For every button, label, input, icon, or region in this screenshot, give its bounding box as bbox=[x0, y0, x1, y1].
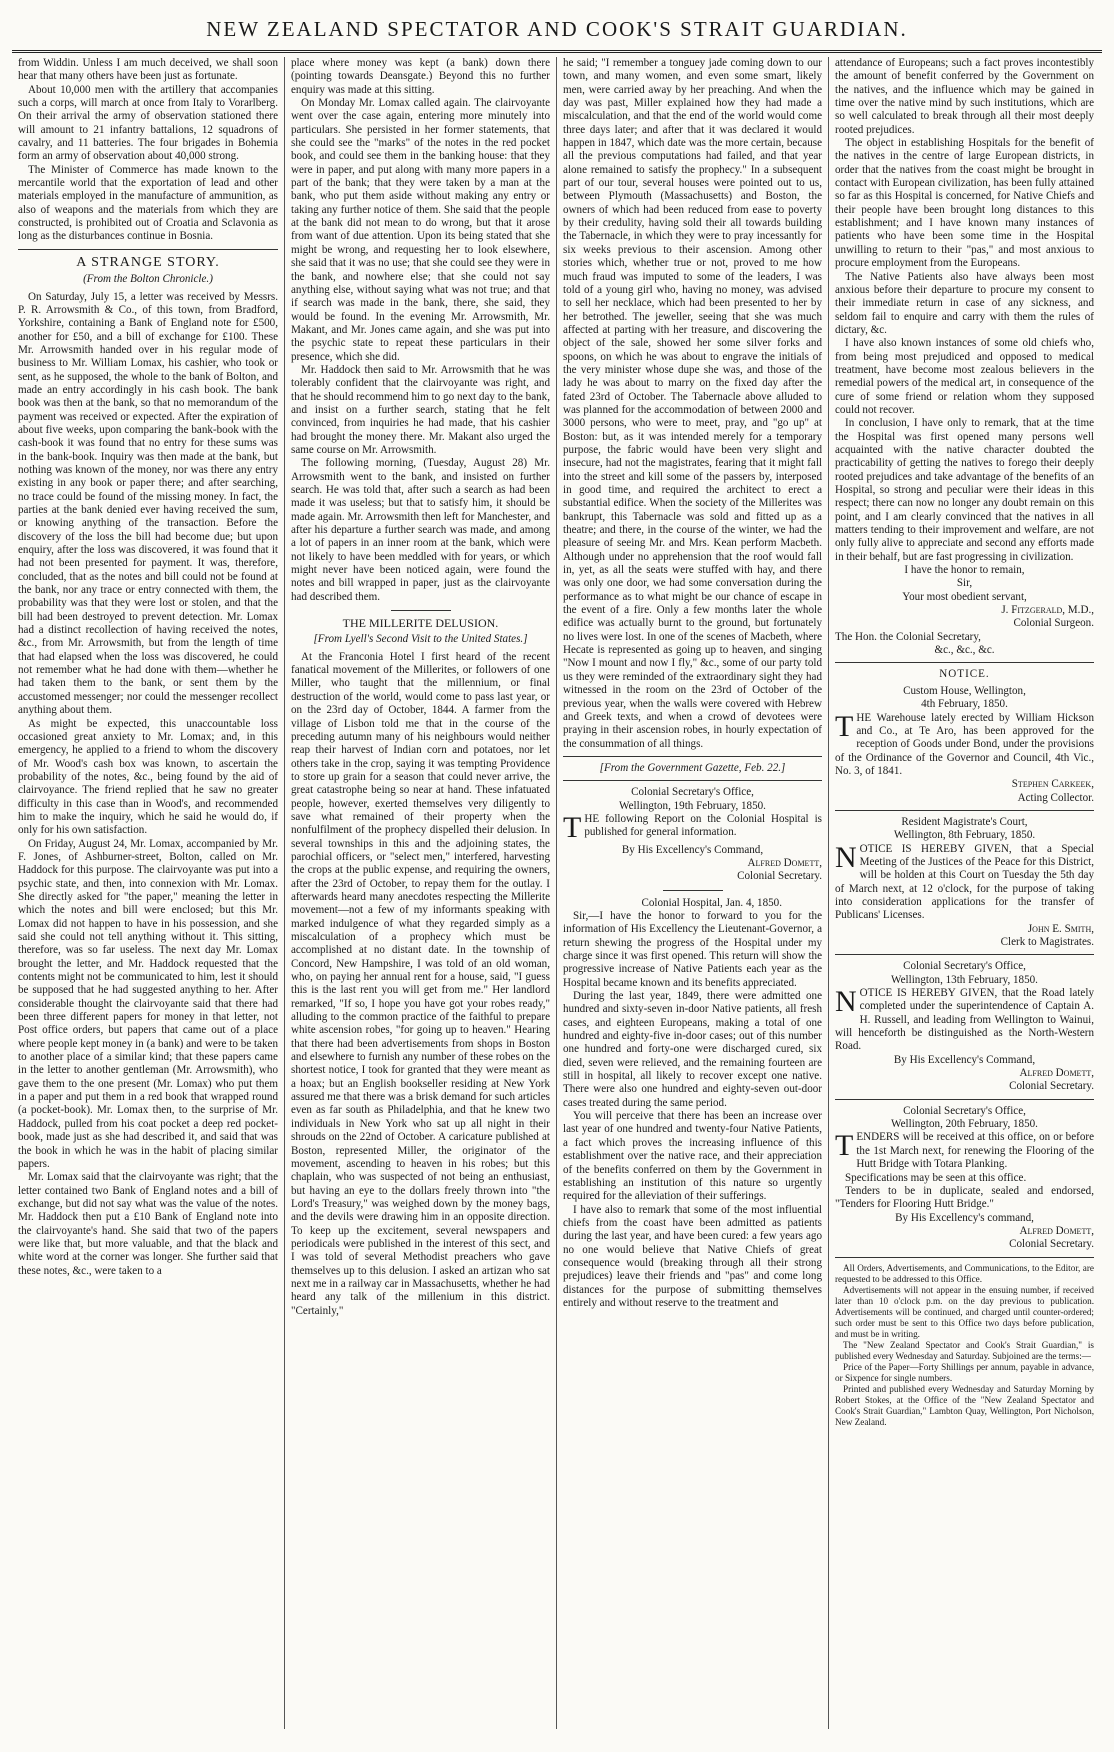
article-source: [From Lyell's Second Visit to the United States.] bbox=[313, 633, 528, 646]
divider bbox=[391, 610, 451, 611]
notice-text: HE following Report on the Colonial Hospital is published for general information. bbox=[584, 812, 822, 839]
column-3 bbox=[556, 57, 828, 1729]
drop-cap: T bbox=[563, 810, 582, 844]
divider bbox=[835, 954, 1094, 955]
office-heading: Resident Magistrate's Court, bbox=[901, 815, 1028, 828]
footnote-line: Price of the Paper—Forty Shillings per annum, payable in advance, or Sixpence for single numbers. bbox=[835, 1361, 1094, 1383]
office-heading: Colonial Secretary's Office, bbox=[631, 786, 754, 799]
divider bbox=[835, 662, 1094, 663]
article-headline: THE MILLERITE DELUSION. bbox=[342, 616, 499, 631]
office-heading: Colonial Secretary's Office, bbox=[903, 960, 1026, 973]
paragraph: The object in establishing Hospitals for the benefit of the natives in the centre of large European districts, in order that the natives from the coast might be brought in contact with European civilization, has been fully attained so far as this Hospital is concerned, for Native Chiefs and their people have been brought long distances to this establishment; and I have known many instances of patients who have been some time in the Hospital unwilling to return to their "pas," and most anxious to procure employment from the Europeans. bbox=[835, 137, 1094, 270]
drop-cap: N bbox=[835, 985, 857, 1019]
paragraph: The Minister of Commerce has made known to the mercantile world that the exportation of lead and other materials employed in the manufacture of ammunition, as also of weapons and the materials from which they are constructed, is prohibited out of Croatia and Sclavonia as long as the disturbances continue in Bosnia. bbox=[18, 163, 278, 243]
masthead-title: NEW ZEALAND SPECTATOR AND COOK'S STRAIT GUARDIAN. bbox=[206, 17, 908, 41]
signature-title: Colonial Secretary. bbox=[737, 870, 822, 883]
paragraph: from Widdin. Unless I am much deceived, we shall soon hear that many others have been just as fortunate. bbox=[18, 57, 278, 83]
paragraph: Mr. Lomax said that the clairvoyante was right; that the letter contained two Bank of England notes and a bill of exchange, but did not say what was the value of the notes. Mr. Haddock then put a £10 Bank of England note into the clairvoyante's hand. She said that two of the papers were like that, but more valuable, and that the black and white word at the corner was longer. She further said that these notes, &c., were taken to a bbox=[18, 1171, 278, 1277]
addressee: The Hon. the Colonial Secretary, bbox=[835, 630, 981, 643]
gazette-source: [From the Government Gazette, Feb. 22.] bbox=[599, 761, 786, 774]
paragraph: On Saturday, July 15, a letter was received by Messrs. P. R. Arrowsmith & Co., of this town, from Bradford, Yorkshire, containing a Bank of England note for £500, another for £50, and a bill of exchange for £100. These Mr. Arrowsmith handed over in his regular mode of business to Mr. William Lomax, his cashier, who took or sent, as he supposed, the whole to the bank of Bolton, and made an entry accordingly in his cash book. The bank book was then at the bank, so that no memorandum of the payment was received or expected. After the expiration of about five weeks, upon comparing the bank-book with the cash-book it was found that no entry for these sums was in the bank-book. Inquiry was then made at the bank, but nothing was known of the money, nor was there any entry existing in any book or paper there; and after searching, no trace could be found of the missing money. In fact, the parties at the bank denied ever having received the sum, or knowing anything of the transaction. Before the discovery of the loss the bill had become due; but upon enquiry, after the loss was discovered, it was found that it had not been presented for payment. It was, therefore, concluded, that as the notes and bill could not be found at the bank, nor any trace or entry connected with them, the probability was that they were lost or stolen, and that the bill had been destroyed to prevent detection. Mr. Lomax had a distinct recollection of having received the notes, &c., from Mr. Arrowsmith, but from the length of time that had elapsed when the loss was discovered, he could not remember what he had done with them—whether he had taken them to the bank, or sent them by the accustomed messenger; nor could the messenger recollect anything about them. bbox=[18, 290, 278, 717]
notice-text: OTICE IS HEREBY GIVEN, that the Road lately completed under the superintendence of Captain A. H. Russell, and leading from Wellington to Wainui, will henceforth be distinguished as the North-Western Road. bbox=[835, 987, 1094, 1053]
paragraph: The Native Patients also have always been most anxious before their departure to procure my consent to their immediate return in case of any sickness, and seldom fail to enquire and carry with them the rules of dictary, &c. bbox=[835, 270, 1094, 336]
publication-notice bbox=[835, 1263, 1094, 1428]
divider bbox=[663, 890, 723, 891]
paragraph: On Friday, August 24, Mr. Lomax, accompanied by Mr. F. Jones, of Ashburner-street, Bolton, called on Mr. Haddock for this purpose. The clairvoyante was put into a psychic state, and then, into connexion with Mr. Lomax. She directly asked for "the paper," meaning the letter in which the notes and bill were enclosed; but this Mr. Lomax did not happen to have in his possession, and she said she could not tell anything without it. This sitting, therefore, was so far useless. The next day Mr. Lomax brought the letter, and Mr. Haddock requested that the contents might not be communicated to him, lest it should be supposed that he had suggested anything to her. After considerable thought the clairvoyante said that there had been three different papers for money in that letter, not Post office orders, but papers that came out of a place where people kept money in (a bank) and were to be taken to another place of a similar kind; that these papers came in the letter to another gentleman (Mr. Arrowsmith), who gave them to the one present (Mr. Lomax) who put them in a paper and put them in a red book that wrapped round (a pocket-book). Mr. Lomax then, to the surprise of Mr. Haddock, pulled from his coat pocket a deep red pocket-book, made just as she had described it, and said that was the book in which he was in the habit of placing similar papers. bbox=[18, 837, 278, 1170]
paragraph: he said; "I remember a tonguey jade coming down to our town, and many women, and even some smart, likely men, were carried away by her preaching. And when the day was past, Miller explained how they had made a miscalculation, and that the end of the world would come three days later; and after that it was declared it would happen in 1847, which date was the more certain, because all the previous computations had failed, and that year alone remained to satisfy the prophecy." In a subsequent part of our tour, several houses were pointed out to us, between Plymouth (Massachusetts) and Boston, the owners of which had been reduced from ease to poverty by their credulity, having sold their all towards building the Tabernacle, in which they were to pray incessantly for six weeks previous to their ascension. Among other stories which, whether true or not, proved to me how much fraud was imputed to some of the leaders, I was told of a young girl who, having no money, was advised to sell her necklace, which had been presented to her by her betrothed. The jeweller, seeing that she was much affected at parting with her treasure, and discovering the object of the sale, showed her some silver forks and spoons, on which he was about to engrave the initials of the very minister whose dupe she was, and those of the lady he was about to marry on the fixed day after the fated 23rd of October. The Tabernacle above alluded to was planned for the accommodation of between 2000 and 3000 persons, who were to meet, pray, and "go up" at Boston: but, as it was intended merely for a temporary purpose, the fabric would have been very slight and insecure, had not the magistrates, fearing that it might fall into the street and kill some of the passers by, interposed in good time, and required the architect to erect a substantial edifice. When the society of the Millerites was bankrupt, this Tabernacle was sold and fitted up as a theatre; and there, in the course of the winter, we had the pleasure of seeing Mr. and Mrs. Kean perform Macbeth. Although under no apprehension that the roof would fall in, yet, as all the seats were stuffed with hay, and there was only one door, we had some conversation during the performance as to what might be our chance of escape in the event of a fire. Only a few months later the whole edifice was actually burnt to the ground, but fortunately no lives were lost. In one of the scenes of Macbeth, where Hecate is represented as going up to heaven, and singing "Now I mount and now I fly," &c., some of our party told us they were reminded of the extraordinary sight they had witnessed in the room on the 23rd of October of the previous year, when the walls were covered with Hebrew and Greek texts, and when a crowd of devotees were praying in their ascension robes, in hourly expectation of the consummation of all things. bbox=[563, 57, 822, 750]
notice-text: OTICE IS HEREBY GIVEN, that a Special Meeting of the Justices of the Peace for this District, will be holden at this Court on Tuesday the 5th day of March next, at 12 o'clock, for the purpose of taking into consideration applications for the transfer of Publicans' Licenses. bbox=[835, 842, 1094, 922]
divider bbox=[835, 810, 1094, 811]
notice-text: HE Warehouse lately erected by William Hickson and Co., at Te Aro, has been approved for the reception of Goods under Bond, under the provisions of the Ordinance of the Governor and Council, 4th Vic., No. 3, of 1841. bbox=[835, 711, 1094, 777]
footnote-line: Advertisements will not appear in the ensuing number, if received later than 10 o'clock p.m. on the day previous to publication. Advertisements will be continued, and charged until counter-ordered; such order must be sent to this Office two days before publication, and must be in writing. bbox=[835, 1284, 1094, 1339]
divider bbox=[18, 249, 278, 250]
paragraph: In conclusion, I have only to remark, that at the time the Hospital was first opened many persons well acquainted with the native character doubted the practicability of getting the natives to forego their deeply rooted prejudices and take advantage of the benefits of an Hospital, so strong and peculiar were their ideas in this respect; there can now no longer any doubt remain on this point, and I am clearly convinced that the natives in all matters tending to their improvement and welfare, are not only fully alive to appreciate and second any efforts made in their behalf, but are fast progressing in civilization. bbox=[835, 417, 1094, 563]
notice-heading: NOTICE. bbox=[939, 668, 990, 681]
signature: John E. Smith, bbox=[1027, 922, 1094, 935]
office-date: Wellington, 13th February, 1850. bbox=[891, 973, 1038, 986]
paragraph: The following morning, (Tuesday, August 28) Mr. Arrowsmith went to the bank, and insisted on further search. He was told that, after such a search as had been made it was useless; but that to satisfy him, it should be made again. Mr. Arrowsmith then left for Manchester, and after his departure a further search was made, and among a lot of papers in an inner room at the bank, which were not likely to have been meddled with for years, or which might never have been noticed again, were found the notes and bill wrapped in paper, just as the clairvoyante had described them. bbox=[291, 457, 550, 603]
paragraph: I have also known instances of some old chiefs who, from being most prejudiced and opposed to medical treatment, have become most zealous believers in the remedial powers of the medical art, in consequence of the cure of some friend or relation whom they supposed could not recover. bbox=[835, 337, 1094, 416]
signature: Alfred Domett, bbox=[747, 856, 822, 869]
office-date: Wellington, 19th February, 1850. bbox=[619, 799, 766, 812]
drop-cap: T bbox=[835, 709, 854, 743]
paragraph: Specifications may be seen at this office. bbox=[845, 1171, 1027, 1184]
paragraph: During the last year, 1849, there were admitted one hundred and sixty-seven in-door Native patients, all fresh cases, and eighteen Europeans, making a total of one hundred and eighty-five in-door cases; out of this number one hundred and forty-one were discharged cured, six died, seven were relieved, and the remaining fourteen are still in hospital, all likely to recover except one native. There were also one hundred and eighty-seven out-door cases treated during the same period. bbox=[563, 990, 822, 1109]
signature-title: Acting Collector. bbox=[1017, 791, 1094, 804]
paragraph: As might be expected, this unaccountable loss occasioned great anxiety to Mr. Lomax; and, in this emergency, he applied to a friend to whom the discovery of Mr. Wood's cash box was known, to ascertain the probability of the notes, &c., being found by the aid of clairvoyance. The friend replied that he saw no greater difficulty in this case than in Wood's, and recommended him to make the inquiry, which he said he would do, if only for his own satisfaction. bbox=[18, 717, 278, 837]
signature: J. Fitzgerald, M.D., bbox=[1001, 604, 1094, 617]
signature: Alfred Domett, bbox=[1019, 1067, 1094, 1080]
command-line: By His Excellency's Command, bbox=[621, 843, 764, 856]
drop-cap: T bbox=[835, 1129, 854, 1163]
notice-text: ENDERS will be received at this office, on or before the 1st March next, for renewing the Flooring of the Hutt Bridge with Totara Planking. bbox=[856, 1131, 1094, 1171]
paragraph: I have also to remark that some of the most influential chiefs from the coast have been admitted as patients during the last year, and have been cured: a few years ago no one would believe that Native Chiefs of great consequence would (breaking through all their strong prejudices) leave their friends and "pas" and come long distances for the purpose of submitting themselves entirely and without reserve to the treatment and bbox=[563, 1203, 822, 1309]
column-2 bbox=[284, 57, 556, 1729]
column-4 bbox=[828, 57, 1100, 1729]
closing-line: Your most obedient servant, bbox=[902, 590, 1027, 603]
office-date: Wellington, 8th February, 1850. bbox=[893, 829, 1036, 842]
office-heading: Colonial Secretary's Office, bbox=[903, 1104, 1026, 1117]
columns bbox=[12, 57, 1102, 1729]
office-date: 4th February, 1850. bbox=[921, 698, 1008, 711]
paragraph: Mr. Haddock then said to Mr. Arrowsmith that he was tolerably confident that the clairvoyante was right, and that he should recommend him to go next day to the bank, and insist on a further search, stating that he felt convinced, from inquiries he had made, that his cashier had brought the money there. Mr. Makant also urged the same course on Mr. Arrowsmith. bbox=[291, 363, 550, 456]
paragraph: On Monday Mr. Lomax called again. The clairvoyante went over the case again, entering more minutely into particulars. She persisted in her former statements, that she could see the "marks" of the notes in the red pocket book, and could see them in the banking house: that they were in paper, and put along with many more papers in a part of the bank; that they were taken by a man at the bank, who put them aside without making any entry or taking any further notice of them. She said that the people at the bank did not mean to do wrong, but that it arose from want of due attention. Upon its being stated that she might be wrong, and requesting her to look elsewhere, she said that it was no use; that she could see they were in the bank, and nowhere else; that she could not say anything else, without saying what was not true; and that if search was made in the bank, there, she said, they would be found. In the evening Mr. Arrowsmith, Mr. Makant, and Mr. Jones came again, and she was put into the psychic state to repeat these particulars in their presence, which she did. bbox=[291, 97, 550, 363]
paragraph: At the Franconia Hotel I first heard of the recent fanatical movement of the Millerites, or followers of one Miller, who taught that the millennium, or final destruction of the world, would come to pass last year, or on the 23rd day of October, 1844. A farmer from the village of Lisbon told me that in the course of the preceding autumn many of his neighbours would neither reap their harvest of Indian corn and potatoes, nor let others take in the crop, saying it was tempting Providence to store up grain for a season that could never arrive, the great catastrophe being so near at hand. These infatuated people, however, exerted themselves very diligently to save what remained of their property when the nonfulfilment of the prophecy dispelled their delusion. In several townships in this and the adjoining states, the parochial officers, or "select men," interfered, harvesting the crops at the public expense, and requiring the owners, after the 23rd of October, to repay them for the outlay. I afterwards heard many anecdotes respecting the Millerite movement—not a few of my informants speaking with marked indulgence of what they regarded simply as a miscalculation of a prophecy which must be accomplished at no distant date. In the township of Concord, New Hampshire, I was told of an old woman, who, on paying her annual rent for a house, said, "I guess this is the last rent you will get from me." Her landlord remarked, "If so, I hope you have got your robes ready," alluding to the common practice of the faithful to prepare white ascension robes, "for going up to heaven." Hearing that there had been advertisements from shops in Boston and elsewhere to furnish any number of these robes on the shortest notice, I took for granted that they were meant as a hoax; but an English bookseller residing at New York assured me that there was a brisk demand for such articles even as far south as Philadelphia, and that he knew two individuals in New York who sat up all night in their shrouds on the 22nd of October. A caricature published at Boston, represented Miller, the originator of the movement, ascending to heaven in his robes; but this chaplain, who was suspected of not being an enthusiast, but having an eye to the dollars freely thrown into "the Lord's Treasury," was weighed down by the money bags, and the devils were drawing him in an opposite direction. To keep up the excitement, several newspapers and periodicals were published in the interest of this sect, and I was told of several Methodist preachers who gave themselves up to this delusion. I asked an artizan who sat next me in a railway car in Massachusetts, whether he had heard any talk of the millenium in this district. "Certainly," bbox=[291, 650, 550, 1317]
drop-cap: N bbox=[835, 840, 857, 874]
divider bbox=[835, 1257, 1094, 1258]
signature-title: Colonial Surgeon. bbox=[1013, 617, 1094, 630]
paragraph: Sir,—I have the honor to forward to you for the information of His Excellency the Lieutenant-Governor, a return shewing the progress of the Hospital under my charge since it was first opened. This return will show the progressive increase of Native Patients each year as the Hospital became known and its benefits appreciated. bbox=[563, 909, 822, 989]
signature-title: Clerk to Magistrates. bbox=[1000, 936, 1094, 948]
column-1 bbox=[12, 57, 284, 1729]
closing-line: Sir, bbox=[956, 577, 973, 590]
footnote-line: All Orders, Advertisements, and Communications, to the Editor, are requested to be addressed to this Office. bbox=[835, 1262, 1094, 1284]
command-line: By His Excellency's command, bbox=[895, 1211, 1034, 1224]
masthead-rule bbox=[12, 50, 1102, 53]
office-heading: Custom House, Wellington, bbox=[903, 684, 1026, 697]
hospital-heading: Colonial Hospital, Jan. 4, 1850. bbox=[641, 896, 782, 909]
paragraph: Tenders to be in duplicate, sealed and endorsed, "Tenders for Flooring Hutt Bridge." bbox=[835, 1184, 1094, 1211]
divider bbox=[563, 780, 822, 781]
signature-title: Colonial Secretary. bbox=[1009, 1080, 1094, 1093]
command-line: By His Excellency's Command, bbox=[893, 1053, 1036, 1066]
paragraph: place where money was kept (a bank) down there (pointing towards Deansgate.) Beyond this no further enquiry was made at this sitting. bbox=[291, 57, 550, 96]
divider bbox=[835, 1099, 1094, 1100]
addressee: &c., &c., &c. bbox=[934, 644, 995, 657]
footnote-line: The "New Zealand Spectator and Cook's Strait Guardian," is published every Wednesday and Saturday. Subjoined are the terms:— bbox=[835, 1339, 1094, 1361]
paragraph: You will perceive that there has been an increase over last year of one hundred and twenty-four Native Patients, a fact which proves the increasing influence of this establishment over the native race, and their appreciation of the benefits conferred on them by the Government in establishing an institution of this nature so urgently required for the alleviation of their sufferings. bbox=[563, 1110, 822, 1203]
divider bbox=[563, 756, 822, 757]
paragraph: About 10,000 men with the artillery that accompanies such a corps, will march at once from Italy to Vorarlberg. On their arrival the army of observation stationed there will amount to 21 infantry battalions, 12 squadrons of cavalry, and 11 batteries. The four brigades in Bohemia form an army of observation about 40,000 strong. bbox=[18, 83, 278, 163]
closing-line: I have the honor to remain, bbox=[904, 564, 1025, 577]
article-headline: A STRANGE STORY. bbox=[76, 254, 220, 270]
signature-title: Colonial Secretary. bbox=[1009, 1238, 1094, 1251]
signature: Stephen Carkeek, bbox=[1011, 778, 1094, 791]
footnote-line: Printed and published every Wednesday and Saturday Morning by Robert Stokes, at the Office of the "New Zealand Spectator and Cook's Strait Guardian," Lambton Quay, Wellington, Port Nicholson, New Zealand. bbox=[835, 1383, 1094, 1427]
signature: Alfred Domett, bbox=[1019, 1224, 1094, 1237]
article-source: (From the Bolton Chronicle.) bbox=[83, 273, 213, 286]
office-date: Wellington, 20th February, 1850. bbox=[891, 1118, 1038, 1131]
paragraph: attendance of Europeans; such a fact proves incontestibly the amount of benefit conferred by the Government on the natives, and the influence which may be gained in time over the native mind by such institutions, which are so well calculated to break through all their most deeply rooted prejudices. bbox=[835, 57, 1094, 136]
